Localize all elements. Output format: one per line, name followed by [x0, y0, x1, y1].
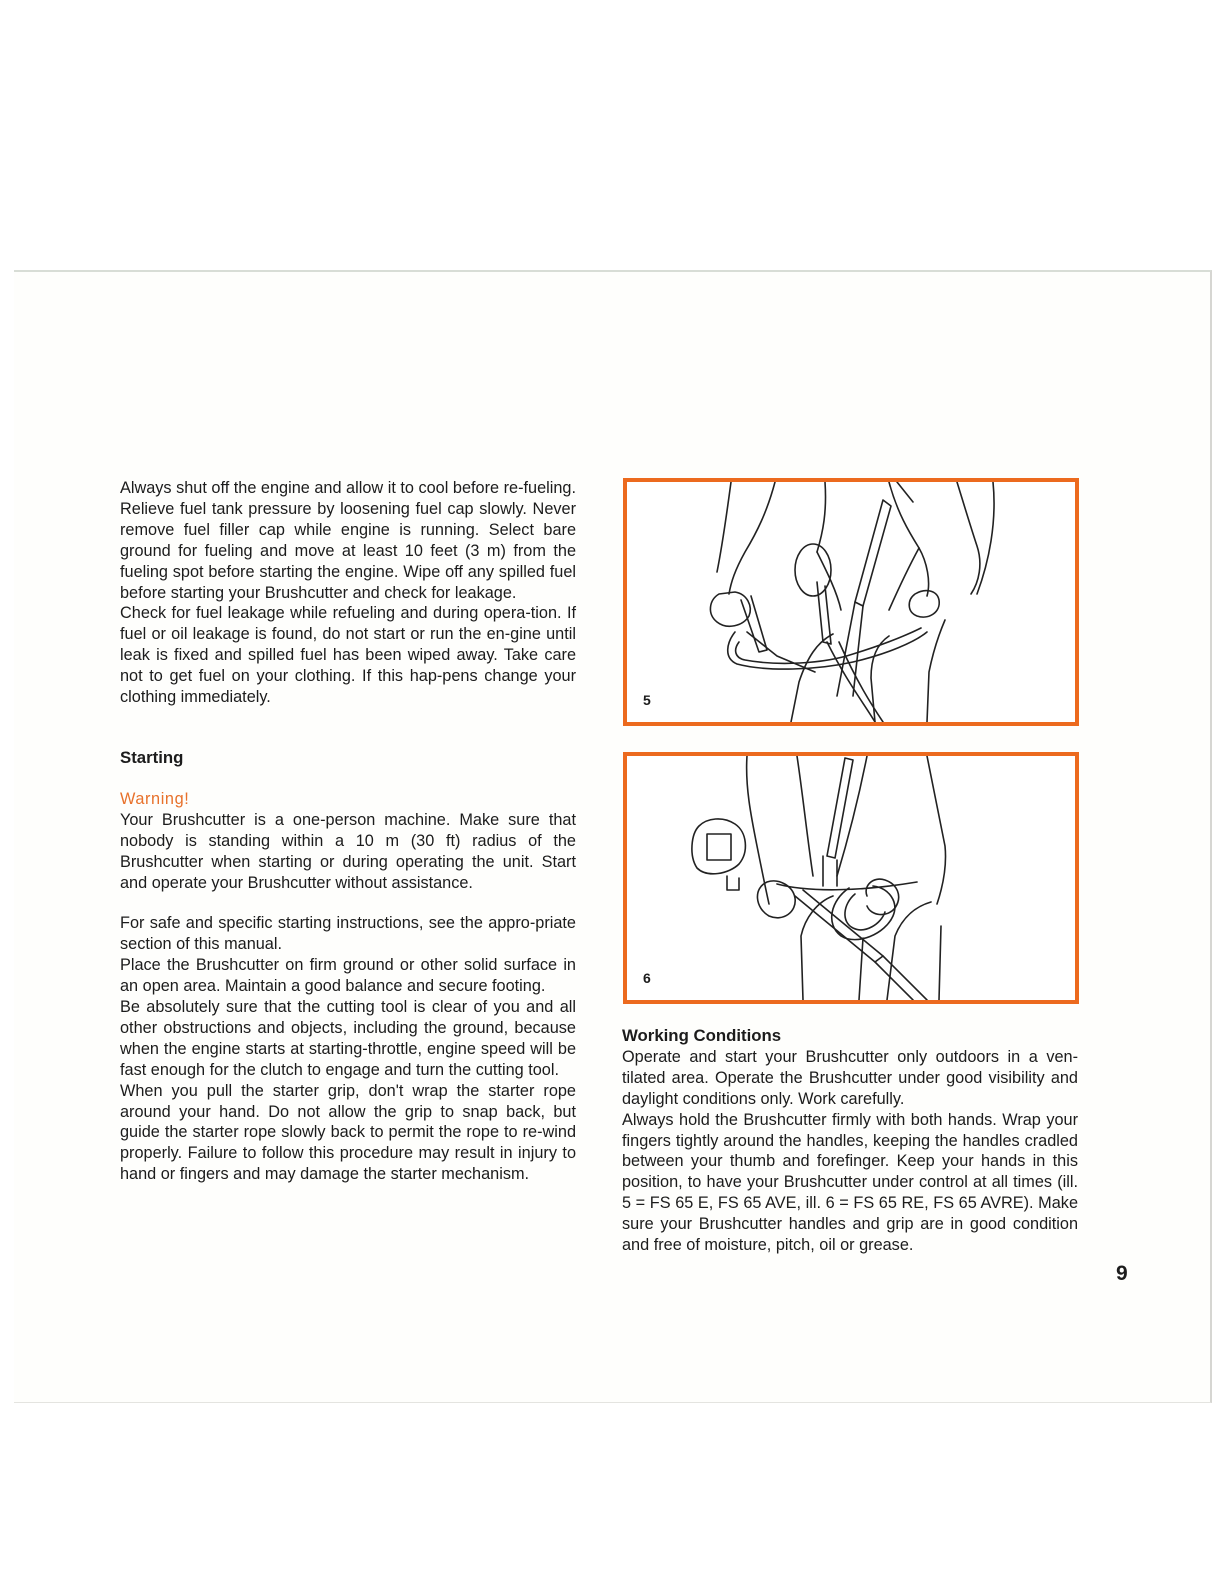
fueling-paragraph-2: Check for fuel leakage while refueling and during opera-tion. If fuel or oil leakage is found, do not start or run the en-gine until leak is fixed and spilled fuel has been wiped away. Take care not to get fuel on your clothing. If this hap-pens change your clothing immediately.	[120, 604, 576, 707]
illustration-5	[623, 478, 1079, 726]
fueling-paragraph-1: Always shut off the engine and allow it to cool before re-fueling. Relieve fuel tank pressure by loosening fuel cap slowly. Never remove fuel filler cap while engine is running. Select bare ground for fueling and move at least 10 feet (3 m) from the fueling spot before starting the engine. Wipe off any spilled fuel before starting your Brushcutter and check for leakage.	[120, 479, 576, 602]
starting-heading: Starting	[120, 747, 184, 767]
warning-label: Warning!	[120, 789, 190, 808]
figure-6-label: 6	[643, 970, 651, 986]
starting-paragraph-1: For safe and specific starting instructions, see the appro-priate section of this manual.	[120, 914, 576, 954]
manual-page	[14, 270, 1212, 1403]
right-column	[622, 1026, 1078, 1256]
brushcutter-operator-drawing-5	[627, 482, 1075, 722]
figure-5-label: 5	[643, 692, 651, 708]
brushcutter-operator-drawing-6	[627, 756, 1075, 1000]
warning-text: Your Brushcutter is a one-person machine. Make sure that nobody is standing within a 10 m (30 ft) radius of the Brushcutter when starting or during operating the unit. Start and operate your Brushcutter without assistance.	[120, 810, 576, 892]
starting-paragraph-4: When you pull the starter grip, don't wrap the starter rope around your hand. Do not allow the grip to snap back, but guide the starter rope slowly back to permit the rope to re-wind properly. Failure to follow this procedure may result in injury to hand or fingers and may damage the starter mechanism.	[120, 1081, 576, 1184]
left-column	[120, 478, 576, 1185]
page-number: 9	[1116, 1262, 1128, 1285]
working-paragraph-1: Operate and start your Brushcutter only outdoors in a ven-tilated area. Operate the Brushcutter under good visibility and daylight conditions only. Work carefully.	[622, 1047, 1078, 1108]
working-paragraph-2: Always hold the Brushcutter firmly with both hands. Wrap your fingers tightly around the handles, keeping the handles cradled between your thumb and forefinger. Keep your hands in this position, to have your Brushcutter under control at all times (ill. 5 = FS 65 E, FS 65 AVE, ill. 6 = FS 65 RE, FS 65 AVRE). Make sure your Brushcutter handles and grip are in good condition and free of moisture, pitch, oil or grease.	[622, 1110, 1078, 1255]
illustration-6	[623, 752, 1079, 1004]
starting-paragraph-2: Place the Brushcutter on firm ground or other solid surface in an open area. Maintain a good balance and secure footing.	[120, 956, 576, 996]
starting-paragraph-3: Be absolutely sure that the cutting tool is clear of you and all other obstructions and objects, including the ground, because when the engine starts at starting-throttle, engine speed will be fast enough for the clutch to engage and turn the cutting tool.	[120, 998, 576, 1079]
working-conditions-heading: Working Conditions	[622, 1026, 782, 1045]
